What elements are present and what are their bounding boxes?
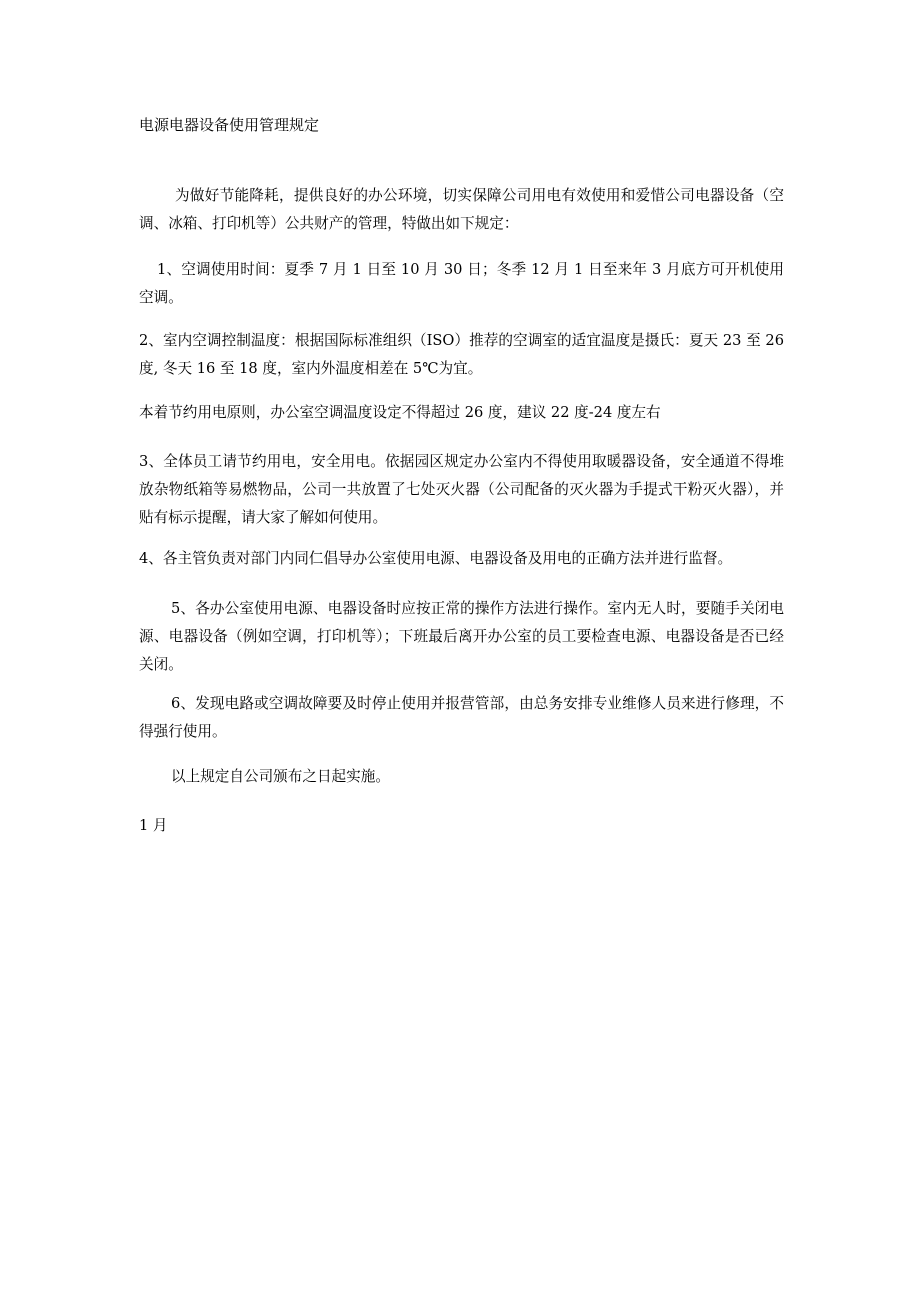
closing-statement: 以上规定自公司颁布之日起实施。 [171,768,390,785]
rule-item-2: 2、室内空调控制温度：根据国际标准组织（ISO）推荐的空调室的适宜温度是摄氏：夏天 23 至 26 度, 冬天 16 至 18 度，室内外温度相差在 5℃为宜。 [139,332,784,377]
rule-item-5: 5、各办公室使用电源、电器设备时应按正常的操作方法进行操作。室内无人时，要随手关闭电源、电器设备（例如空调，打印机等）；下班最后离开办公室的员工要检查电源、电器设备是否已经关闭。 [139,600,784,673]
rule-item-4: 4、各主管负责对部门内同仁倡导办公室使用电源、电器设备及用电的正确方法并进行监督。 [139,550,733,567]
document-date: 1 月 [139,817,168,834]
temperature-note: 本着节约用电原则，办公室空调温度设定不得超过 26 度，建议 22 度-24 度左右 [139,404,661,421]
intro-paragraph: 为做好节能降耗，提供良好的办公环境，切实保障公司用电有效使用和爱惜公司电器设备（空调、冰箱、打印机等）公共财产的管理，特做出如下规定： [139,187,784,232]
rule-item-1: 1、空调使用时间：夏季 7 月 1 日至 10 月 30 日；冬季 12 月 1 日至来年 3 月底方可开机使用空调。 [139,261,784,306]
rule-item-6: 6、发现电路或空调故障要及时停止使用并报营管部，由总务安排专业维修人员来进行修理，不得强行使用。 [139,695,784,740]
rule-item-3: 3、全体员工请节约用电，安全用电。依据园区规定办公室内不得使用取暖器设备，安全通道不得堆放杂物纸箱等易燃物品，公司一共放置了七处灭火器（公司配备的灭火器为手提式干粉灭火器），并贴有标示提醒，请大家了解如何使用。 [139,453,784,526]
document-title: 电源电器设备使用管理规定 [139,116,320,134]
